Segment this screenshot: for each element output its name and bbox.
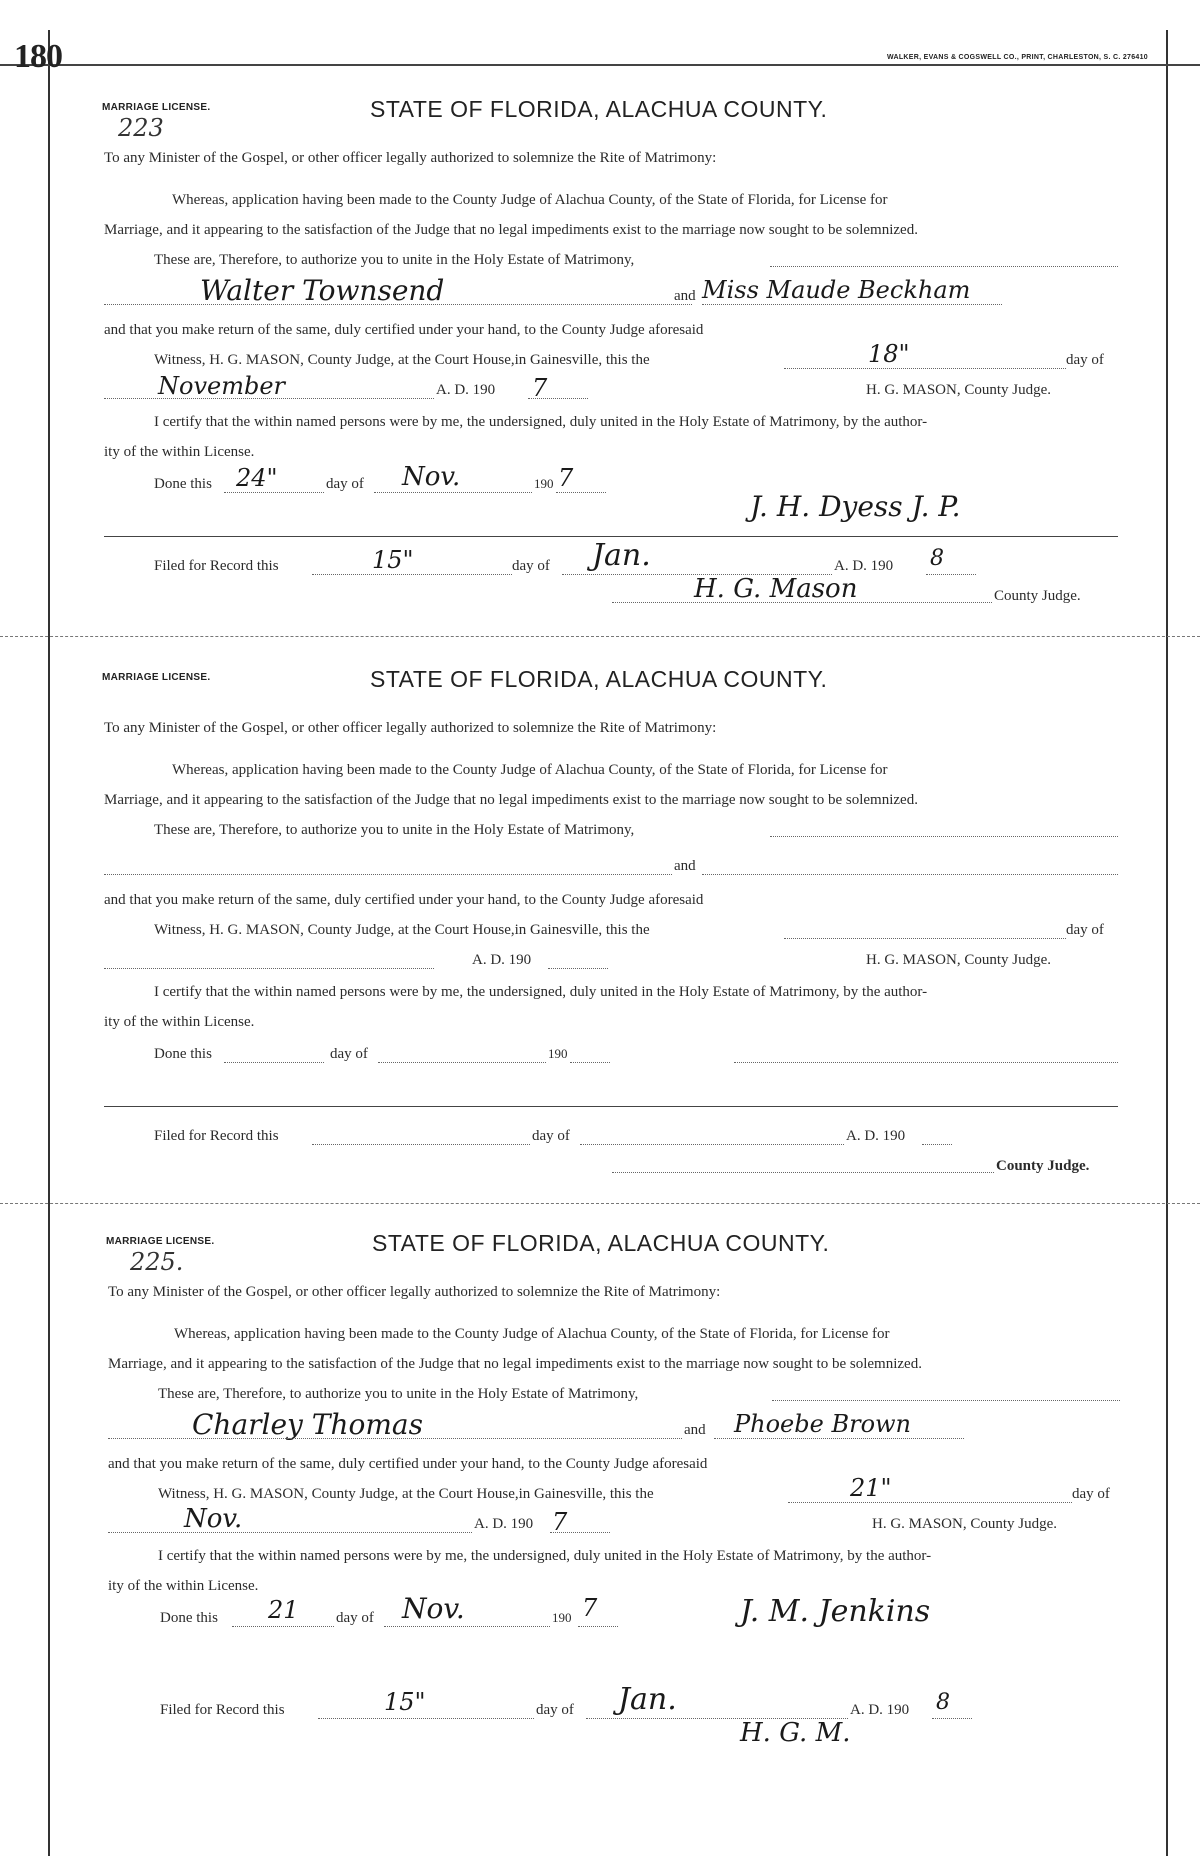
filed-ad: A. D. 190 <box>834 558 894 574</box>
witness-month-line <box>108 1532 472 1533</box>
officiant-rule <box>104 1106 1118 1107</box>
filed-day: 15" <box>372 546 414 574</box>
filed-year-line <box>932 1718 972 1719</box>
witness-month-line <box>104 398 434 399</box>
certify-line-2: ity of the within License. <box>108 1578 259 1594</box>
officiant-line <box>734 1062 1118 1063</box>
return-line: and that you make return of the same, duly certified under your hand, to the County Judge aforesaid <box>104 892 704 908</box>
bride-name: Miss Maude Beckham <box>702 276 971 304</box>
whereas-line-1: Whereas, application having been made to the County Judge of Alachua County, of the State of Florida, for License for <box>172 762 888 778</box>
witness-year-line <box>548 968 608 969</box>
done-day-of: day of <box>336 1610 374 1626</box>
filed-month: Jan. <box>618 1682 677 1717</box>
done-month-line <box>378 1062 546 1063</box>
judge-name: H. G. MASON, County Judge. <box>866 382 1052 398</box>
witness-month: November <box>158 372 286 400</box>
clerk-line <box>612 1172 994 1173</box>
clerk-signature: H. G. M. <box>740 1718 851 1748</box>
done-month-line <box>374 492 532 493</box>
witness-month: Nov. <box>184 1504 243 1534</box>
page-number: 180 <box>14 38 62 75</box>
filed-month-line <box>580 1144 844 1145</box>
license-label: MARRIAGE LICENSE. <box>102 102 211 113</box>
groom-name: Walter Townsend <box>200 274 445 307</box>
authorize-line: These are, Therefore, to authorize you to unite in the Holy Estate of Matrimony, <box>154 252 635 268</box>
left-margin-rule <box>48 30 50 1856</box>
filed-ad: A. D. 190 <box>846 1128 906 1144</box>
authorize-line: These are, Therefore, to authorize you to unite in the Holy Estate of Matrimony, <box>158 1386 639 1402</box>
whereas-line-2: Marriage, and it appearing to the satisfaction of the Judge that no legal impediments exist to the marriage now sought to be solemnized. <box>104 222 918 238</box>
and-label: and <box>674 858 696 874</box>
done-year: 190 <box>552 1610 572 1625</box>
filed-day-of: day of <box>532 1128 570 1144</box>
done-label: Done this <box>154 476 212 492</box>
whereas-line-2: Marriage, and it appearing to the satisfaction of the Judge that no legal impediments exist to the marriage now sought to be solemnized. <box>108 1356 922 1372</box>
groom-line <box>104 874 672 875</box>
authorize-fill <box>770 266 1118 267</box>
done-year-digit: 7 <box>582 1594 598 1622</box>
bride-line <box>702 304 1002 305</box>
divider-rule-1 <box>0 636 1200 637</box>
witness-year-line <box>528 398 588 399</box>
filed-year-digit: 8 <box>936 1690 950 1715</box>
printer-imprint: WALKER, EVANS & COGSWELL CO., PRINT, CHARLESTON, S. C. 276410 <box>886 54 1148 61</box>
witness-ad: A. D. 190 <box>436 382 496 398</box>
done-day-line <box>232 1626 334 1627</box>
license-label: MARRIAGE LICENSE. <box>106 1236 215 1247</box>
certify-line-2: ity of the within License. <box>104 444 255 460</box>
done-month: Nov. <box>402 1592 465 1625</box>
filed-label: Filed for Record this <box>154 1128 279 1144</box>
groom-name: Charley Thomas <box>192 1408 423 1441</box>
license-title: STATE OF FLORIDA, ALACHUA COUNTY. <box>370 666 828 692</box>
filed-day-of: day of <box>512 558 550 574</box>
bride-line <box>714 1438 964 1439</box>
license-number: 225. <box>130 1248 184 1276</box>
witness-ad: A. D. 190 <box>472 952 532 968</box>
whereas-line-2: Marriage, and it appearing to the satisfaction of the Judge that no legal impediments exist to the marriage now sought to be solemnized. <box>104 792 918 808</box>
witness-line: Witness, H. G. MASON, County Judge, at the Court House,in Gainesville, this the <box>158 1486 654 1502</box>
license-title: STATE OF FLORIDA, ALACHUA COUNTY. <box>372 1230 830 1256</box>
bride-line <box>702 874 1118 875</box>
clerk-line <box>612 602 992 603</box>
officiant-rule <box>104 536 1118 537</box>
done-day-of: day of <box>326 476 364 492</box>
filed-year-line <box>926 574 976 575</box>
clerk-signature: H. G. Mason <box>694 574 858 604</box>
right-margin-rule <box>1166 30 1168 1856</box>
authorize-line: These are, Therefore, to authorize you to unite in the Holy Estate of Matrimony, <box>154 822 635 838</box>
witness-day: 21" <box>850 1474 892 1502</box>
county-judge-label: County Judge. <box>994 588 1081 604</box>
and-label: and <box>684 1422 706 1438</box>
witness-year-line <box>550 1532 610 1533</box>
address-line: To any Minister of the Gospel, or other officer legally authorized to solemnize the Rite of Matrimony: <box>104 720 717 736</box>
witness-day-of: day of <box>1066 352 1104 368</box>
filed-year-line <box>922 1144 952 1145</box>
filed-month: Jan. <box>592 538 651 573</box>
done-label: Done this <box>154 1046 212 1062</box>
officiant-signature: J. M. Jenkins <box>740 1594 931 1629</box>
done-day: 24" <box>236 464 278 492</box>
witness-month-line <box>104 968 434 969</box>
whereas-line-1: Whereas, application having been made to the County Judge of Alachua County, of the State of Florida, for License for <box>172 192 888 208</box>
witness-day-of: day of <box>1066 922 1104 938</box>
judge-name: H. G. MASON, County Judge. <box>866 952 1052 968</box>
done-year: 190 <box>548 1046 568 1061</box>
done-month-line <box>384 1626 550 1627</box>
witness-day-line <box>788 1502 1072 1503</box>
and-label: and <box>674 288 696 304</box>
header-rule <box>0 64 1200 66</box>
judge-name: H. G. MASON, County Judge. <box>872 1516 1058 1532</box>
witness-line: Witness, H. G. MASON, County Judge, at the Court House,in Gainesville, this the <box>154 922 650 938</box>
done-day-of: day of <box>330 1046 368 1062</box>
filed-label: Filed for Record this <box>154 558 279 574</box>
done-year: 190 <box>534 476 554 491</box>
filed-label: Filed for Record this <box>160 1702 285 1718</box>
authorize-fill <box>772 1400 1120 1401</box>
done-day-line <box>224 1062 324 1063</box>
bride-name: Phoebe Brown <box>734 1410 912 1438</box>
license-number: 223 <box>118 114 164 142</box>
certify-line-1: I certify that the within named persons were by me, the undersigned, duly united in the Holy Estate of Matrimony, by the author- <box>158 1548 932 1564</box>
filed-day-line <box>312 574 512 575</box>
authorize-fill <box>770 836 1118 837</box>
certify-line-1: I certify that the within named persons were by me, the undersigned, duly united in the Holy Estate of Matrimony, by the author- <box>154 984 928 1000</box>
groom-line <box>104 304 692 305</box>
done-year-digit: 7 <box>558 464 574 492</box>
filed-year-digit: 8 <box>930 546 944 571</box>
license-title: STATE OF FLORIDA, ALACHUA COUNTY. <box>370 96 828 122</box>
county-judge-label: County Judge. <box>996 1158 1090 1174</box>
done-year-line <box>578 1626 618 1627</box>
filed-day: 15" <box>384 1688 426 1716</box>
witness-ad: A. D. 190 <box>474 1516 534 1532</box>
witness-day: 18" <box>868 340 910 368</box>
groom-line <box>108 1438 682 1439</box>
divider-rule-2 <box>0 1203 1200 1204</box>
witness-day-line <box>784 368 1066 369</box>
certify-line-1: I certify that the within named persons were by me, the undersigned, duly united in the Holy Estate of Matrimony, by the author- <box>154 414 928 430</box>
certify-line-2: ity of the within License. <box>104 1014 255 1030</box>
address-line: To any Minister of the Gospel, or other officer legally authorized to solemnize the Rite of Matrimony: <box>108 1284 721 1300</box>
witness-year-digit: 7 <box>552 1508 568 1536</box>
filed-day-line <box>318 1718 534 1719</box>
witness-day-line <box>784 938 1066 939</box>
return-line: and that you make return of the same, duly certified under your hand, to the County Judge aforesaid <box>104 322 704 338</box>
whereas-line-1: Whereas, application having been made to the County Judge of Alachua County, of the State of Florida, for License for <box>174 1326 890 1342</box>
done-year-line <box>570 1062 610 1063</box>
done-label: Done this <box>160 1610 218 1626</box>
filed-ad: A. D. 190 <box>850 1702 910 1718</box>
done-day-line <box>224 492 324 493</box>
address-line: To any Minister of the Gospel, or other officer legally authorized to solemnize the Rite of Matrimony: <box>104 150 717 166</box>
done-month: Nov. <box>402 462 461 492</box>
officiant-signature: J. H. Dyess J. P. <box>750 490 961 523</box>
witness-year-digit: 7 <box>532 374 548 402</box>
done-day: 21 <box>268 1596 299 1624</box>
witness-day-of: day of <box>1072 1486 1110 1502</box>
done-year-line <box>556 492 606 493</box>
witness-line: Witness, H. G. MASON, County Judge, at the Court House,in Gainesville, this the <box>154 352 650 368</box>
license-label: MARRIAGE LICENSE. <box>102 672 211 683</box>
filed-day-line <box>312 1144 530 1145</box>
return-line: and that you make return of the same, duly certified under your hand, to the County Judge aforesaid <box>108 1456 708 1472</box>
filed-day-of: day of <box>536 1702 574 1718</box>
